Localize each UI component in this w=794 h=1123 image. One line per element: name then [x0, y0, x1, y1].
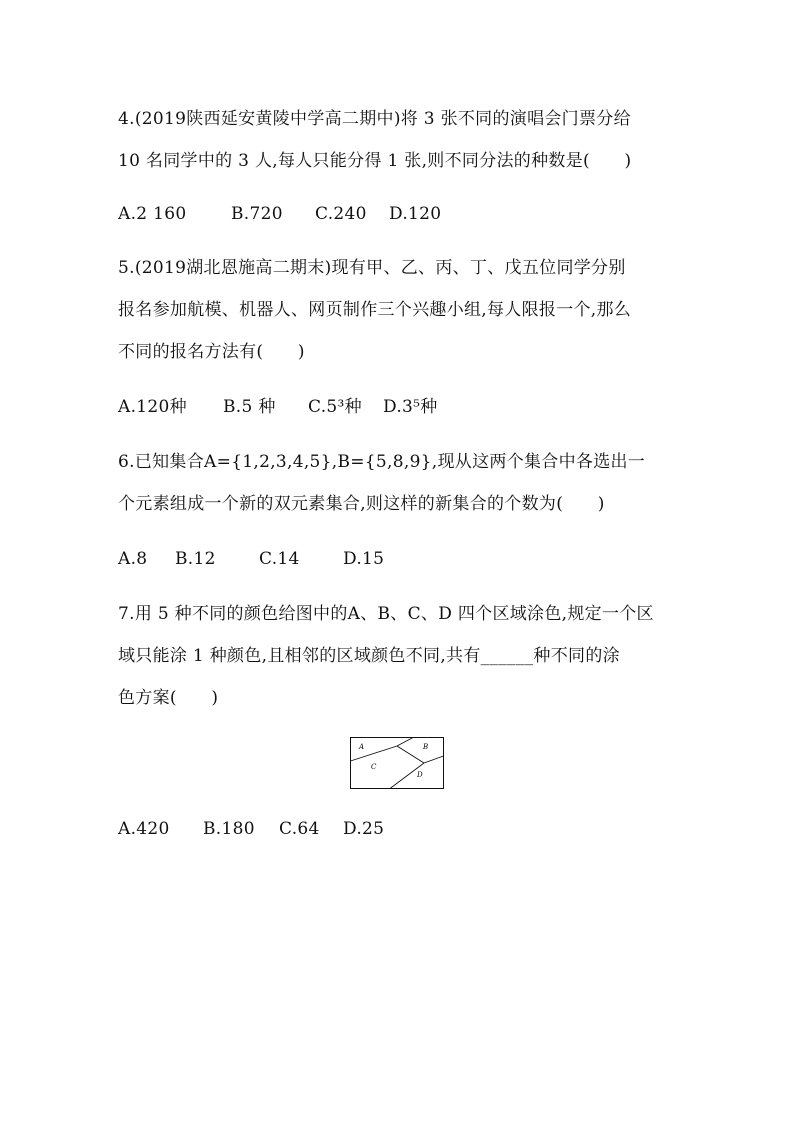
q4-option-c: C.240 [315, 204, 367, 224]
q5-option-c: C.5³种 [308, 397, 362, 417]
q4-line-1: 4.(2019陕西延安黄陵中学高二期中)将 3 张不同的演唱会门票分给 [118, 109, 631, 129]
q4-line-2: 10 名同学中的 3 人,每人只能分得 1 张,则不同分法的种数是( ) [118, 151, 632, 171]
q5-line-2: 报名参加航模、机器人、网页制作三个兴趣小组,每人限报一个,那么 [118, 300, 632, 320]
q7-line-3: 色方案( ) [118, 688, 219, 708]
q7-option-d: D.25 [343, 819, 385, 839]
q7-option-c: C.64 [279, 819, 320, 839]
divider-c-b [397, 746, 424, 763]
q5-options [118, 396, 438, 418]
q6-line-2: 个元素组成一个新的双元素集合,则这样的新集合的个数为( ) [118, 494, 605, 514]
q7-options [118, 818, 384, 840]
q6-option-c: C.14 [259, 549, 300, 569]
q5-option-a: A.120种 [118, 397, 187, 417]
q4-option-b: B.720 [231, 204, 283, 224]
q6-line-1: 6.已知集合A={1,2,3,4,5},B={5,8,9},现从这两个集合中各选出一 [118, 452, 646, 472]
q4-options [118, 203, 441, 225]
q5-line-1: 5.(2019湖北恩施高二期末)现有甲、乙、丙、丁、戊五位同学分别 [118, 258, 626, 278]
q7-option-a: A.420 [118, 819, 170, 839]
q5-line-3: 不同的报名方法有( ) [118, 342, 305, 362]
q5-option-d: D.3⁵种 [383, 397, 438, 417]
region-label-c: C [371, 763, 377, 771]
q7-option-b: B.180 [203, 819, 255, 839]
q6-option-d: D.15 [343, 549, 385, 569]
divider-b-d [424, 756, 444, 763]
q6-option-b: B.12 [175, 549, 216, 569]
q4-option-a: A.2 160 [118, 204, 187, 224]
q6-option-a: A.8 [118, 549, 148, 569]
divider-a-b [397, 738, 413, 747]
region-label-a: A [359, 743, 365, 751]
region-diagram [350, 737, 444, 789]
q7-line-1: 7.用 5 种不同的颜色给图中的A、B、C、D 四个区域涂色,规定一个区 [118, 604, 654, 624]
q4-option-d: D.120 [389, 204, 442, 224]
diagram-border [351, 738, 444, 789]
region-label-b: B [423, 743, 429, 751]
q7-line-2: 域只能涂 1 种颜色,且相邻的区域颜色不同,共有______种不同的涂 [118, 646, 620, 666]
q6-options [118, 548, 384, 570]
divider-a-c [351, 746, 398, 761]
q5-option-b: B.5 种 [223, 397, 276, 417]
region-label-d: D [417, 771, 423, 779]
